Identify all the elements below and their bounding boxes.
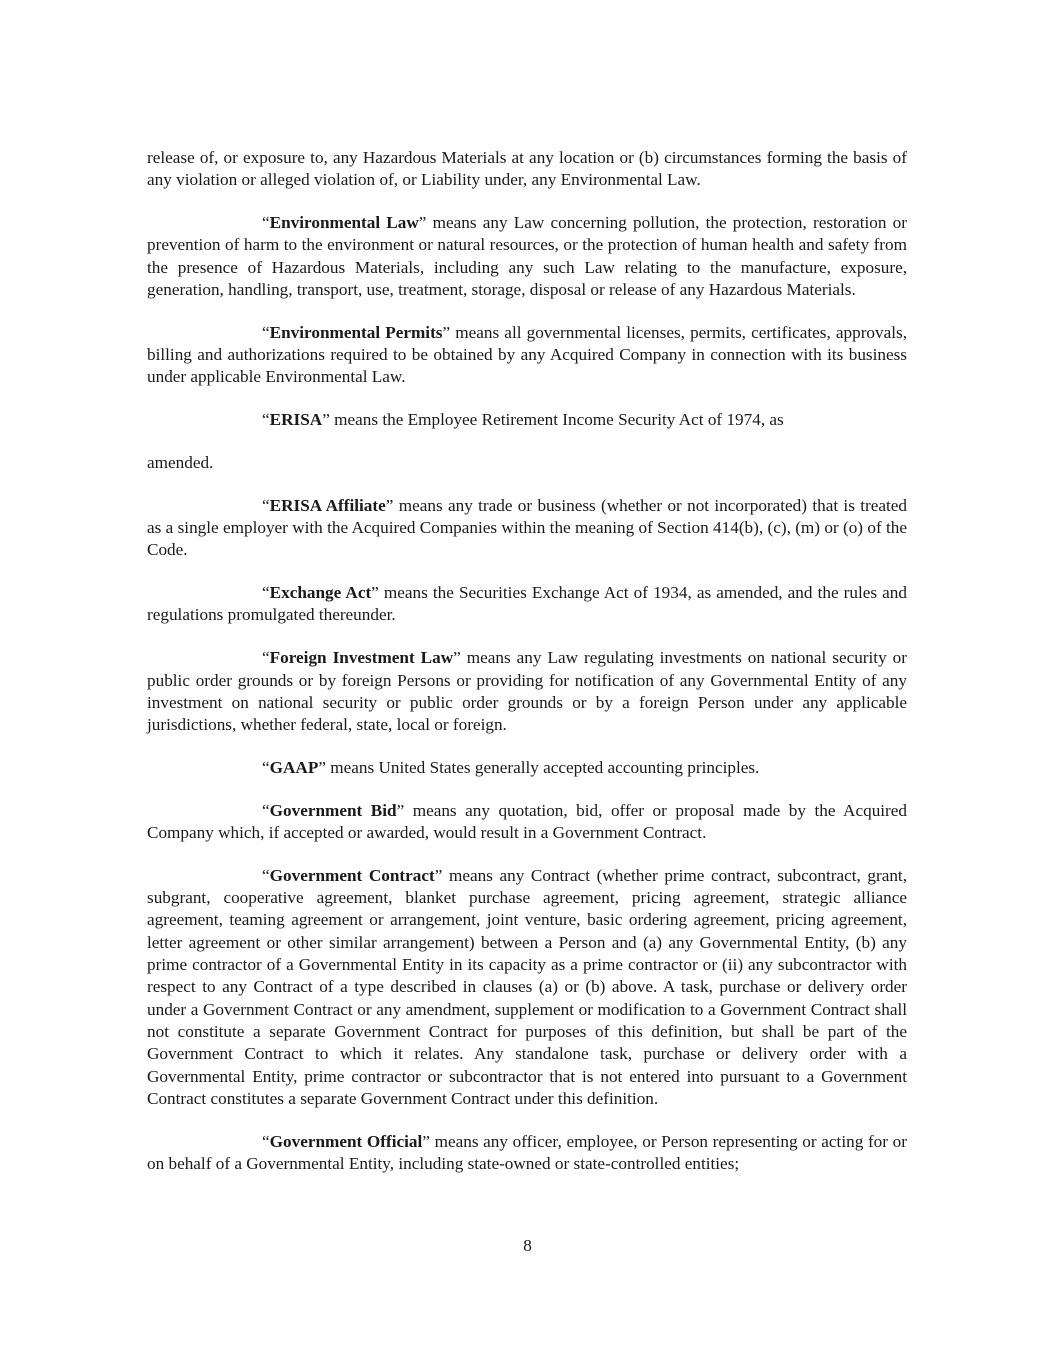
definition-foreign-investment-law: “Foreign Investment Law” means any Law regulating investments on national security or public order grounds or by foreign Persons or providing for notification of any Governmental Entity of any investment on national security or public order grounds or by a foreign Person under any applicable jurisdictions, whether federal, state, local or foreign. <box>147 648 907 735</box>
definition-gaap: “GAAP” means United States generally accepted accounting principles. <box>262 757 760 777</box>
definition-text: means any Contract (whether prime contract, subcontract, grant, subgrant, cooperative agreement, blanket purchase agreement, pricing agreement, strategic alliance agreement, teaming agreement or arrangement, joint venture, basic ordering agreement, pricing agreement, letter agreement or other similar arrangement) between a Person and (a) any Governmental Entity, (b) any prime contractor of a Governmental Entity in its capacity as a prime contractor or (ii) any subcontractor with respect to any Contract of a type described in clauses (a) or (b) above. A task, purchase or delivery order under a Government Contract or any amendment, supplement or modification to a Government Contract shall not constitute a separate Government Contract for purposes of this definition, but shall be part of the Government Contract to which it relates. Any standalone task, purchase or delivery order with a Governmental Entity, prime contractor or subcontractor that is not entered into pursuant to a Government Contract constitutes a separate Government Contract under this definition. <box>147 865 908 1108</box>
definition-government-bid: “Government Bid” means any quotation, bid, offer or proposal made by the Acquired Company which, if accepted or awarded, would result in a Government Contract. <box>147 800 908 843</box>
definition-text: means any Law concerning pollution, the protection, restoration or prevention of harm to the environment or natural resources, or the protection of human health and safety from the presence of Hazardous Materials, including any such Law relating to the manufacture, exposure, generation, handling, transport, use, treatment, storage, disposal or release of any Hazardous Materials. <box>147 213 907 299</box>
definition-text: means the Securities Exchange Act of 1934, as amended, and the rules and regulations promulgated thereunder. <box>147 583 907 625</box>
definition-text: means any Law regulating investments on national security or public order grounds or by foreign Persons or providing for notification of any Governmental Entity of any investment on national security or public order grounds or by a foreign Person under any applicable jurisdictions, whether federal, state, local or foreign. <box>147 648 907 735</box>
defined-term: ERISA Affiliate <box>269 495 386 515</box>
definition-government-contract: “Government Contract” means any Contract (whether prime contract, subcontract, grant, subgrant, cooperative agreement, blanket purchase agreement, pricing agreement, strategic alliance agreement, teaming agreement or arrangement, joint venture, basic ordering agreement, pricing agreement, letter agreement or other similar arrangement) between a Person and (a) any Governmental Entity, (b) any prime contractor of a Governmental Entity in its capacity as a prime contractor or (ii) any subcontractor with respect to any Contract of a type described in clauses (a) or (b) above. A task, purchase or delivery order under a Government Contract or any amendment, supplement or modification to a Government Contract shall not constitute a separate Government Contract for purposes of this definition, but shall be part of the Government Contract to which it relates. Any standalone task, purchase or delivery order with a Governmental Entity, prime contractor or subcontractor that is not entered into pursuant to a Government Contract constitutes a separate Government Contract under this definition. <box>147 865 908 1108</box>
paragraph-text: release of, or exposure to, any Hazardous Materials at any location or (b) circumstances forming the basis of any violation or alleged violation of, or Liability under, any Environmental Law. <box>147 148 907 190</box>
definition-erisa-line: “ERISA” means the Employee Retirement Income Security Act of 1974, as <box>262 410 784 430</box>
definition-text: means any quotation, bid, offer or proposal made by the Acquired Company which, if accepted or awarded, would result in a Government Contract. <box>147 800 908 843</box>
definition-environmental-law: “Environmental Law” means any Law concerning pollution, the protection, restoration or prevention of harm to the environment or natural resources, or the protection of human health and safety from the presence of Hazardous Materials, including any such Law relating to the manufacture, exposure, generation, handling, transport, use, treatment, storage, disposal or release of any Hazardous Materials. <box>147 213 907 299</box>
definition-environmental-permits: “Environmental Permits” means all governmental licenses, permits, certificates, approvals, billing and authorizations required to be obtained by any Acquired Company in connection with its business under applicable Environmental Law. <box>147 322 907 387</box>
definition-text: means any trade or business (whether or not incorporated) that is treated as a single employer with the Acquired Companies within the meaning of Section 414(b), (c), (m) or (o) of the Code. <box>147 495 907 560</box>
defined-term: GAAP <box>269 757 319 777</box>
definition-text: means all governmental licenses, permits, certificates, approvals, billing and authorizations required to be obtained by any Acquired Company in connection with its business under applicable Environmental Law. <box>147 322 907 387</box>
defined-term: Government Official <box>269 1131 423 1151</box>
document-body <box>147 147 907 1196</box>
defined-term: Environmental Law <box>269 213 419 233</box>
definition-erisa-affiliate: “ERISA Affiliate” means any trade or business (whether or not incorporated) that is treated as a single employer with the Acquired Companies within the meaning of Section 414(b), (c), (m) or (o) of the Code. <box>147 495 907 560</box>
definition-government-official: “Government Official” means any officer, employee, or Person representing or acting for or on behalf of a Governmental Entity, including state-owned or state-controlled entities; <box>147 1131 907 1173</box>
definition-erisa <box>147 409 907 474</box>
defined-term: Government Contract <box>269 865 435 885</box>
defined-term: Foreign Investment Law <box>269 648 454 668</box>
defined-term: ERISA <box>269 410 323 430</box>
definition-exchange-act: “Exchange Act” means the Securities Exchange Act of 1934, as amended, and the rules and regulations promulgated thereunder. <box>147 583 907 625</box>
definition-erisa-continuation: amended. <box>147 452 214 472</box>
paragraph-continuation <box>147 147 907 192</box>
defined-term: Exchange Act <box>269 583 372 603</box>
defined-term: Government Bid <box>269 800 397 820</box>
defined-term: Environmental Permits <box>269 322 443 342</box>
definition-text: means United States generally accepted accounting principles. <box>325 757 760 777</box>
definition-text: means the Employee Retirement Income Security Act of 1974, as <box>329 410 784 430</box>
definition-text: means any officer, employee, or Person representing or acting for or on behalf of a Governmental Entity, including state-owned or state-controlled entities; <box>147 1131 907 1173</box>
page-number: 8 <box>523 1236 532 1255</box>
